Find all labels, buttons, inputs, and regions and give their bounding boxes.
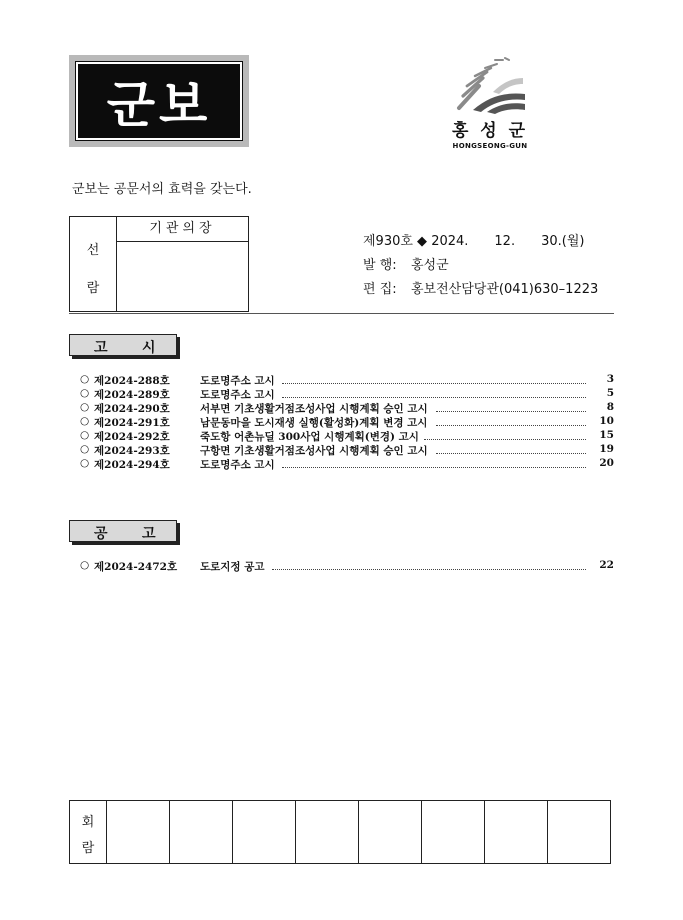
toc-row[interactable] — [80, 387, 614, 401]
toc-number: 제2024-293호 — [94, 445, 170, 457]
bullet: ○ — [80, 373, 90, 385]
bullet: ○ — [80, 443, 90, 455]
publisher-value: 홍성군 — [411, 258, 449, 273]
toc-number: 제2024-2472호 — [94, 561, 178, 573]
toc-row[interactable] — [80, 401, 614, 415]
hongseong-emblem-icon — [453, 52, 527, 114]
toc-title: 도로명주소 고시 — [200, 375, 275, 387]
toc-number: 제2024-294호 — [94, 459, 170, 471]
toc-number: 제2024-289호 — [94, 389, 170, 401]
toc-title: 도로지정 공고 — [200, 561, 265, 573]
circulation-box — [69, 216, 249, 312]
toc-title: 도로명주소 고시 — [200, 389, 275, 401]
masthead — [69, 55, 249, 147]
review-cell[interactable] — [485, 801, 548, 863]
review-label-bottom: 람 — [81, 841, 95, 856]
toc-number: 제2024-292호 — [94, 431, 170, 443]
dot-leader — [282, 383, 586, 384]
issue-editor-line — [363, 278, 598, 297]
bullet: ○ — [80, 401, 90, 413]
hongseong-logo — [440, 52, 540, 160]
toc-title: 구항면 기초생활거점조성사업 시행계획 승인 고시 — [200, 445, 428, 457]
section-heading-char: 고 — [142, 526, 156, 542]
dot-leader — [436, 425, 586, 426]
bullet: ○ — [80, 387, 90, 399]
section-heading-announcements — [69, 520, 177, 542]
circulation-label — [70, 217, 117, 311]
bullet: ○ — [80, 559, 90, 571]
issue-number-date: 제930호 ◆ 2024. 12. 30.(월) — [363, 234, 585, 249]
toc-row[interactable] — [80, 415, 614, 429]
bullet: ○ — [80, 415, 90, 427]
logo-name-korean: 홍 성 군 — [451, 121, 529, 141]
dot-leader — [282, 397, 586, 398]
toc-page: 22 — [599, 559, 614, 571]
toc-page: 20 — [599, 457, 614, 469]
review-cell[interactable] — [107, 801, 170, 863]
toc-page: 5 — [606, 387, 614, 399]
review-cell[interactable] — [170, 801, 233, 863]
circulation-label-top: 선 — [86, 243, 100, 258]
toc-title: 죽도항 어촌뉴딜 300사업 시행계획(변경) 고시 — [200, 431, 419, 443]
section-heading-char: 고 — [94, 340, 108, 356]
toc-page: 3 — [606, 373, 614, 385]
toc-title: 서부면 기초생활거점조성사업 시행계획 승인 고시 — [200, 403, 428, 415]
toc-row[interactable] — [80, 559, 614, 573]
review-label — [70, 801, 107, 863]
dot-leader — [436, 453, 586, 454]
review-cell[interactable] — [359, 801, 422, 863]
dot-leader — [272, 569, 586, 570]
toc-notices — [80, 373, 614, 471]
toc-number: 제2024-288호 — [94, 375, 170, 387]
section-heading-char: 공 — [94, 526, 108, 542]
publisher-label: 발 행: — [363, 258, 397, 273]
toc-row[interactable] — [80, 429, 614, 443]
toc-page: 19 — [599, 443, 614, 455]
issue-publisher-line — [363, 254, 449, 273]
toc-row[interactable] — [80, 443, 614, 457]
dot-leader — [282, 467, 586, 468]
dot-leader — [436, 411, 586, 412]
bullet: ○ — [80, 429, 90, 441]
header-divider — [69, 313, 614, 314]
section-heading-char: 시 — [142, 340, 156, 356]
review-label-top: 회 — [81, 815, 95, 830]
review-cell[interactable] — [233, 801, 296, 863]
toc-row[interactable] — [80, 457, 614, 471]
toc-page: 15 — [599, 429, 614, 441]
toc-row[interactable] — [80, 373, 614, 387]
review-cell[interactable] — [548, 801, 610, 863]
review-box — [69, 800, 611, 864]
circulation-header: 기관의장 — [117, 217, 248, 242]
toc-title: 도로명주소 고시 — [200, 459, 275, 471]
logo-name-english: HONGSEONG-GUN — [452, 142, 528, 150]
motto: 군보는 공문서의 효력을 갖는다. — [72, 182, 252, 197]
circulation-label-bottom: 람 — [86, 281, 100, 296]
toc-number: 제2024-291호 — [94, 417, 170, 429]
toc-title: 남문동마을 도시재생 실행(활성화)계획 변경 고시 — [200, 417, 428, 429]
toc-page: 8 — [606, 401, 614, 413]
review-cell[interactable] — [422, 801, 485, 863]
review-cell[interactable] — [296, 801, 359, 863]
dot-leader — [424, 439, 586, 440]
toc-announcements — [80, 559, 614, 573]
bullet: ○ — [80, 457, 90, 469]
masthead-title: 군보 — [76, 62, 242, 140]
section-heading-notices — [69, 334, 177, 356]
toc-number: 제2024-290호 — [94, 403, 170, 415]
toc-page: 10 — [599, 415, 614, 427]
editor-label: 편 집: — [363, 282, 397, 297]
editor-value: 홍보전산담당관(041)630–1223 — [411, 282, 599, 297]
